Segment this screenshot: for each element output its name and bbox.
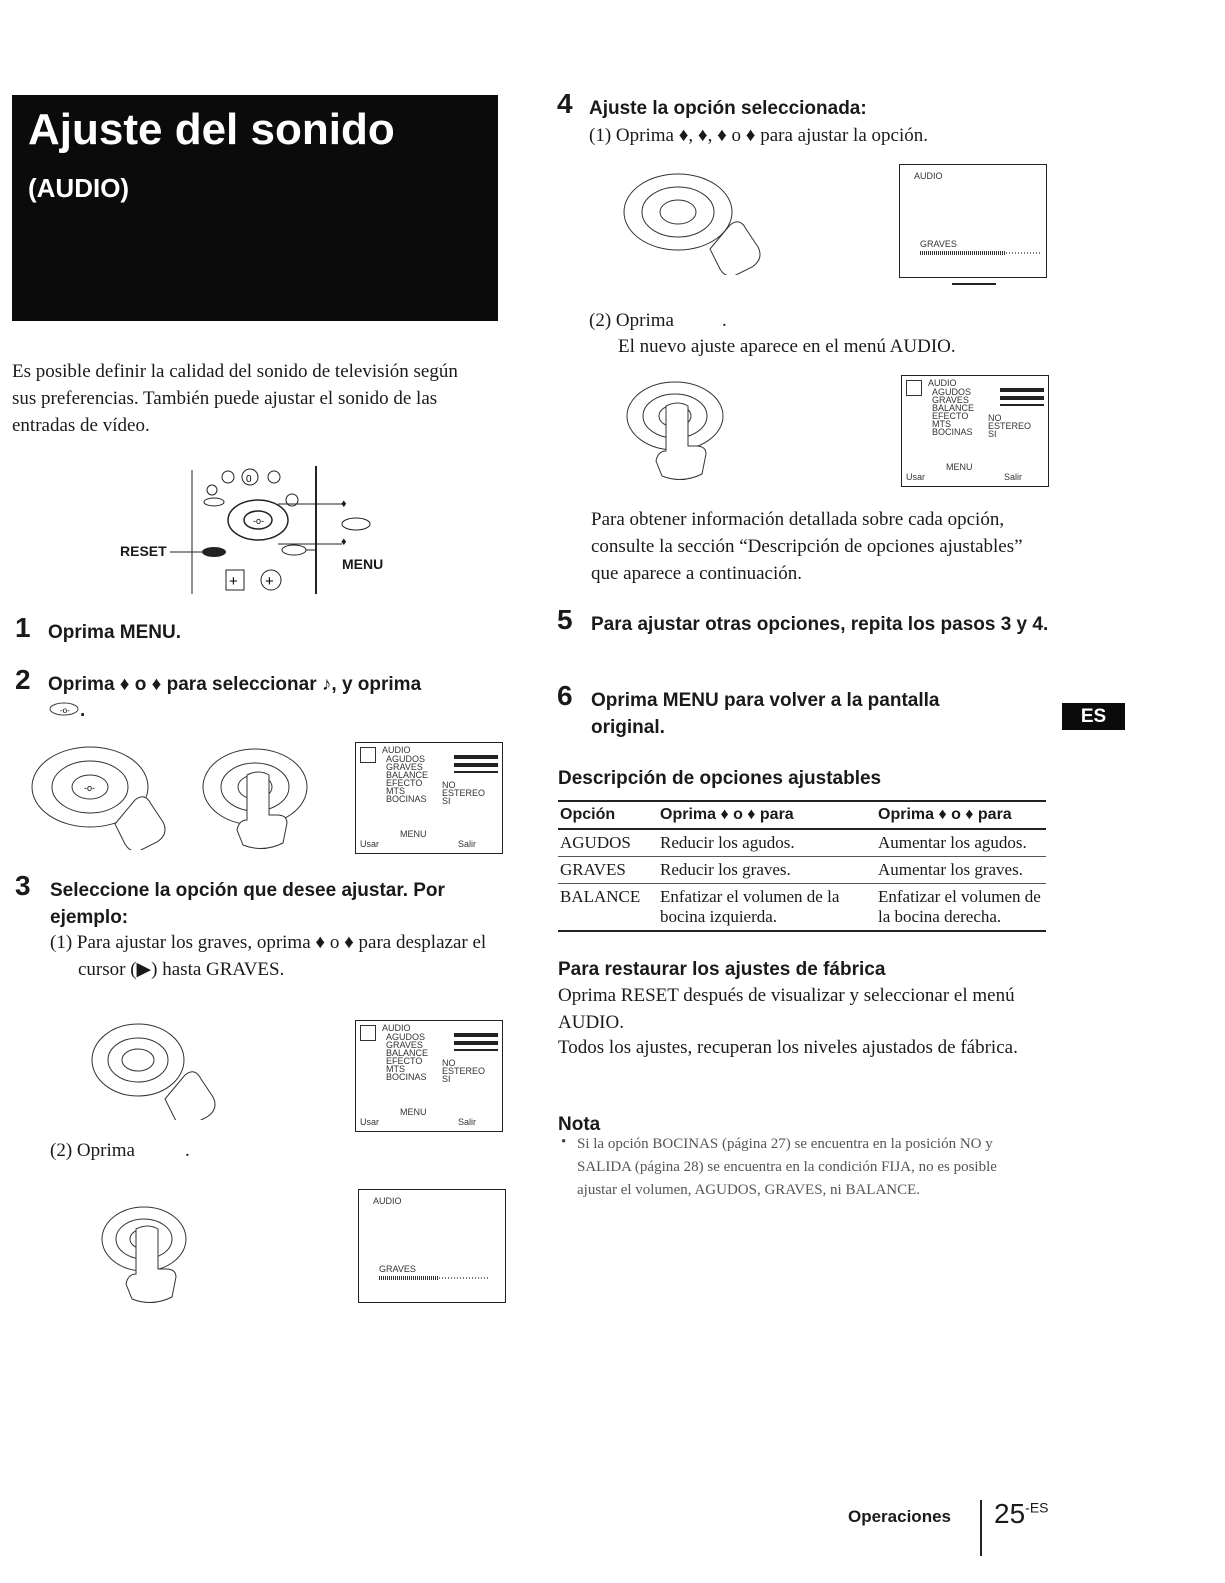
up-arrow-label: ♦ [341,498,347,510]
osd-item-graves: GRAVES [932,395,969,405]
osd-item-mts: MTS [932,419,951,429]
restore-p1: Oprima RESET después de visualizar y seleccionar el menú AUDIO. [558,985,1015,1033]
osd-adjust-screen-2 [899,164,1047,278]
osd-footer-salir: Salir [458,839,477,849]
remote-center-press-icon [98,1203,198,1313]
step-5-text: Para ajustar otras opciones, repita los pasos 3 y 4. [591,614,1049,635]
desc-header-decrease: Oprima ♦ o ♦ para [658,801,876,829]
osd-item-balance: BALANCE [386,770,429,780]
osd-adjust-item: GRAVES [379,1264,416,1274]
page-number-value: 25 [994,1498,1026,1529]
step-3-sub1: (1) Para ajustar los graves, oprima ♦ o ♦ para desplazar el cursor (▶) hasta GRAVES. [50,932,487,980]
page-number [994,1498,1049,1530]
menu-label: MENU [342,556,384,572]
osd-value-efecto: NO [988,413,1002,423]
osd-audio-menu-3 [901,375,1049,487]
step-4-number: 4 [557,88,573,119]
desc-cell: Reducir los graves. [658,857,876,884]
osd-bar-balance [1000,404,1044,406]
desc-cell: BALANCE [558,884,658,932]
osd-audio-menu-2 [355,1020,503,1132]
desc-table [558,800,1046,932]
osd-bar-graves [454,1041,498,1045]
down-arrow-label: ♦ [341,536,347,548]
desc-cell: Reducir los agudos. [658,829,876,857]
step-4-sub2-tail: . [722,310,727,331]
desc-cell: Aumentar los agudos. [876,829,1046,857]
osd-item-graves: GRAVES [386,1040,423,1050]
step-3-sub2-tail: . [185,1140,190,1161]
step-3-number: 3 [15,870,31,901]
step-4-sub2: (2) Oprima [589,310,674,331]
step-1-text: Oprima MENU. [48,622,182,643]
osd-footer-usar: Usar [360,839,380,849]
osd-item-mts: MTS [386,786,405,796]
remote-joystick-center-press-icon [195,745,345,855]
restore-title: Para restaurar los ajustes de fábrica [558,959,886,980]
osd-value-mts: ESTEREO [988,421,1032,431]
osd-value-mts: ESTEREO [442,788,486,798]
step-4-sub1: (1) Oprima ♦, ♦, ♦ o ♦ para ajustar la opción. [589,125,928,146]
osd-value-bocinas: SI [988,429,997,439]
remote-joystick-down-icon [90,1020,250,1120]
osd-adjust-screen-1 [358,1189,506,1303]
osd-bar-agudos [1000,388,1044,392]
step-4-sub2-b: El nuevo ajuste aparece en el menú AUDIO. [618,336,956,357]
page-number-suffix: -ES [1025,1499,1049,1516]
tv-icon [360,1025,376,1041]
desc-cell: Aumentar los graves. [876,857,1046,884]
remote-center-press-icon-2 [620,378,730,488]
intro-paragraph: Es posible definir la calidad del sonido de televisión según sus preferencias. También puede ajustar el sonido de las entradas de vídeo. [12,361,458,436]
left-right-arrow-icon [952,283,996,285]
language-badge: ES [1062,703,1125,730]
osd-value-bocinas: SI [442,1074,451,1084]
osd-footer-menu: MENU [400,829,427,839]
osd-item-agudos: AGUDOS [932,387,972,397]
osd-footer-menu: MENU [946,462,973,472]
note-title: Nota [558,1114,601,1135]
osd-item-bocinas: BOCINAS [386,794,427,804]
osd-value-mts: ESTEREO [442,1066,486,1076]
osd-item-bocinas: BOCINAS [932,427,973,437]
tv-icon [360,747,376,763]
osd-item-balance: BALANCE [386,1048,429,1058]
step-5-number: 5 [557,604,573,635]
svg-text:-o-: -o- [253,516,264,526]
desc-cell: GRAVES [558,857,658,884]
svg-text:-o-: -o- [60,706,70,715]
osd-item-bocinas: BOCINAS [386,1072,427,1082]
desc-cell: Enfatizar el volumen de la bocina derecha. [876,884,1046,932]
osd-adjust-title: AUDIO [914,171,943,181]
osd-footer-usar: Usar [906,472,926,482]
page-subtitle: (AUDIO) [28,173,130,203]
remote-diagram [110,462,410,602]
step-3-text: Seleccione la opción que desee ajustar. Por ejemplo: [50,880,445,928]
osd-adjust-title: AUDIO [373,1196,402,1206]
osd-adjust-bar-rest [1006,252,1040,254]
table-row [558,857,1046,884]
osd-item-graves: GRAVES [386,762,423,772]
footer-divider [980,1500,982,1556]
step-4-info: Para obtener información detallada sobre cada opción, consulte la sección “Descripción de opciones ajustables” que aparece a continuación. [591,509,1023,584]
osd-value-bocinas: SI [442,796,451,806]
osd-item-efecto: EFECTO [932,411,969,421]
desc-header-increase: Oprima ♦ o ♦ para [876,801,1046,829]
step-2-tail: . [80,700,86,721]
osd-footer-menu: MENU [400,1107,427,1117]
osd-footer-usar: Usar [360,1117,380,1127]
svg-text:-o-: -o- [84,783,95,793]
osd-item-mts: MTS [386,1064,405,1074]
desc-header-option: Opción [558,801,658,829]
osd-menu-title: AUDIO [928,378,957,388]
osd-item-balance: BALANCE [932,403,975,413]
osd-menu-title: AUDIO [382,1023,411,1033]
osd-bar-agudos [454,755,498,759]
osd-adjust-bar [920,251,1006,255]
osd-audio-menu-1 [355,742,503,854]
osd-item-efecto: EFECTO [386,778,423,788]
osd-item-agudos: AGUDOS [386,1032,426,1042]
page-title: Ajuste del sonido [28,105,395,154]
osd-footer-salir: Salir [458,1117,477,1127]
osd-item-agudos: AGUDOS [386,754,426,764]
osd-footer-salir: Salir [1004,472,1023,482]
svg-text:0: 0 [246,474,252,485]
osd-adjust-item: GRAVES [920,239,957,249]
osd-bar-graves [454,763,498,767]
step-3-sub2: (2) Oprima [50,1140,135,1161]
desc-cell: Enfatizar el volumen de la bocina izquierda. [658,884,876,932]
osd-bar-balance [454,771,498,773]
desc-cell: AGUDOS [558,829,658,857]
step-4-text: Ajuste la opción seleccionada: [589,98,867,119]
osd-value-efecto: NO [442,1058,456,1068]
osd-bar-graves [1000,396,1044,400]
osd-adjust-bar-rest [439,1277,489,1279]
svg-text:+: + [265,573,274,590]
osd-item-efecto: EFECTO [386,1056,423,1066]
desc-section-title: Descripción de opciones ajustables [558,768,882,789]
table-row [558,829,1046,857]
step-6-text: Oprima MENU para volver a la pantalla original. [591,690,940,738]
reset-label: RESET [120,543,167,559]
restore-p2: Todos los ajustes, recuperan los niveles ajustados de fábrica. [558,1037,1018,1058]
svg-text:+: + [229,573,238,590]
footer-section: Operaciones [848,1507,951,1526]
note-text: Si la opción BOCINAS (página 27) se encuentra en la posición NO y SALIDA (página 28) se encuentra en la condición FIJA, no es posible ajustar el volumen, AGUDOS, GRAVES, ni BALANCE. [577,1136,997,1198]
osd-menu-title: AUDIO [382,745,411,755]
osd-bar-balance [454,1049,498,1051]
table-row [558,884,1046,932]
bullet-icon: • [561,1134,567,1150]
osd-value-efecto: NO [442,780,456,790]
remote-joystick-adjust-icon [620,170,800,275]
step-2-number: 2 [15,664,31,695]
osd-adjust-bar [379,1276,439,1280]
title-block [12,95,498,321]
step-2-text: Oprima ♦ o ♦ para seleccionar ♪, y oprima [48,674,422,695]
step-1-number: 1 [15,612,31,643]
step-6-number: 6 [557,680,573,711]
tv-icon [906,380,922,396]
osd-bar-agudos [454,1033,498,1037]
